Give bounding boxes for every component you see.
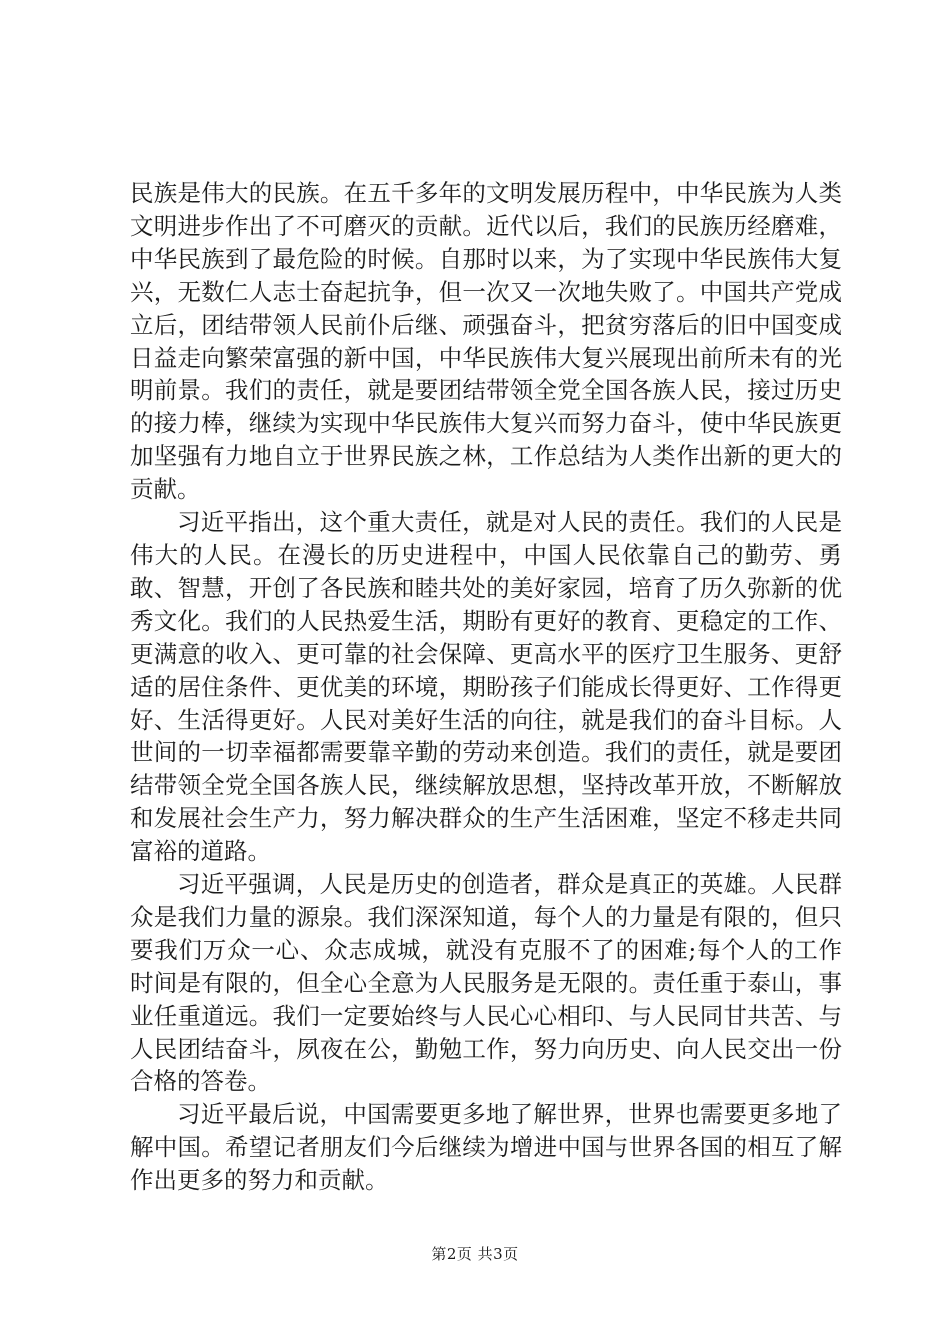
document-body xyxy=(130,177,842,1197)
paragraph-3: 习近平强调，人民是历史的创造者，群众是真正的英雄。人民群众是我们力量的源泉。我们深深知道，每个人的力量是有限的，但只要我们万众一心、众志成城，就没有克服不了的困难;每个人的工作时间是有限的，但全心全意为人民服务是无限的。责任重于泰山，事业任重道远。我们一定要始终与人民心心相印、与人民同甘共苦、与人民团结奋斗，夙夜在公，勤勉工作，努力向历史、向人民交出一份合格的答卷。 xyxy=(130,870,842,1096)
paragraph-1: 民族是伟大的民族。在五千多年的文明发展历程中，中华民族为人类文明进步作出了不可磨灭的贡献。近代以后，我们的民族历经磨难，中华民族到了最危险的时候。自那时以来，为了实现中华民族伟大复兴，无数仁人志士奋起抗争，但一次又一次地失败了。中国共产党成立后，团结带领人民前仆后继、顽强奋斗，把贫穷落后的旧中国变成日益走向繁荣富强的新中国，中华民族伟大复兴展现出前所未有的光明前景。我们的责任，就是要团结带领全党全国各族人民，接过历史的接力棒，继续为实现中华民族伟大复兴而努力奋斗，使中华民族更加坚强有力地自立于世界民族之林，工作总结为人类作出新的更大的贡献。 xyxy=(130,179,842,504)
paragraph-4: 习近平最后说，中国需要更多地了解世界，世界也需要更多地了解中国。希望记者朋友们今后继续为增进中国与世界各国的相互了解作出更多的努力和贡献。 xyxy=(130,1100,842,1195)
page-footer: 第2页 共3页 xyxy=(431,1245,519,1263)
paragraph-2: 习近平指出，这个重大责任，就是对人民的责任。我们的人民是伟大的人民。在漫长的历史进程中，中国人民依靠自己的勤劳、勇敢、智慧，开创了各民族和睦共处的美好家园，培育了历久弥新的优秀文化。我们的人民热爱生活，期盼有更好的教育、更稳定的工作、更满意的收入、更可靠的社会保障、更高水平的医疗卫生服务、更舒适的居住条件、更优美的环境，期盼孩子们能成长得更好、工作得更好、生活得更好。人民对美好生活的向往，就是我们的奋斗目标。人世间的一切幸福都需要靠辛勤的劳动来创造。我们的责任，就是要团结带领全党全国各族人民，继续解放思想，坚持改革开放，不断解放和发展社会生产力，努力解决群众的生产生活困难，坚定不移走共同富裕的道路。 xyxy=(130,508,842,866)
